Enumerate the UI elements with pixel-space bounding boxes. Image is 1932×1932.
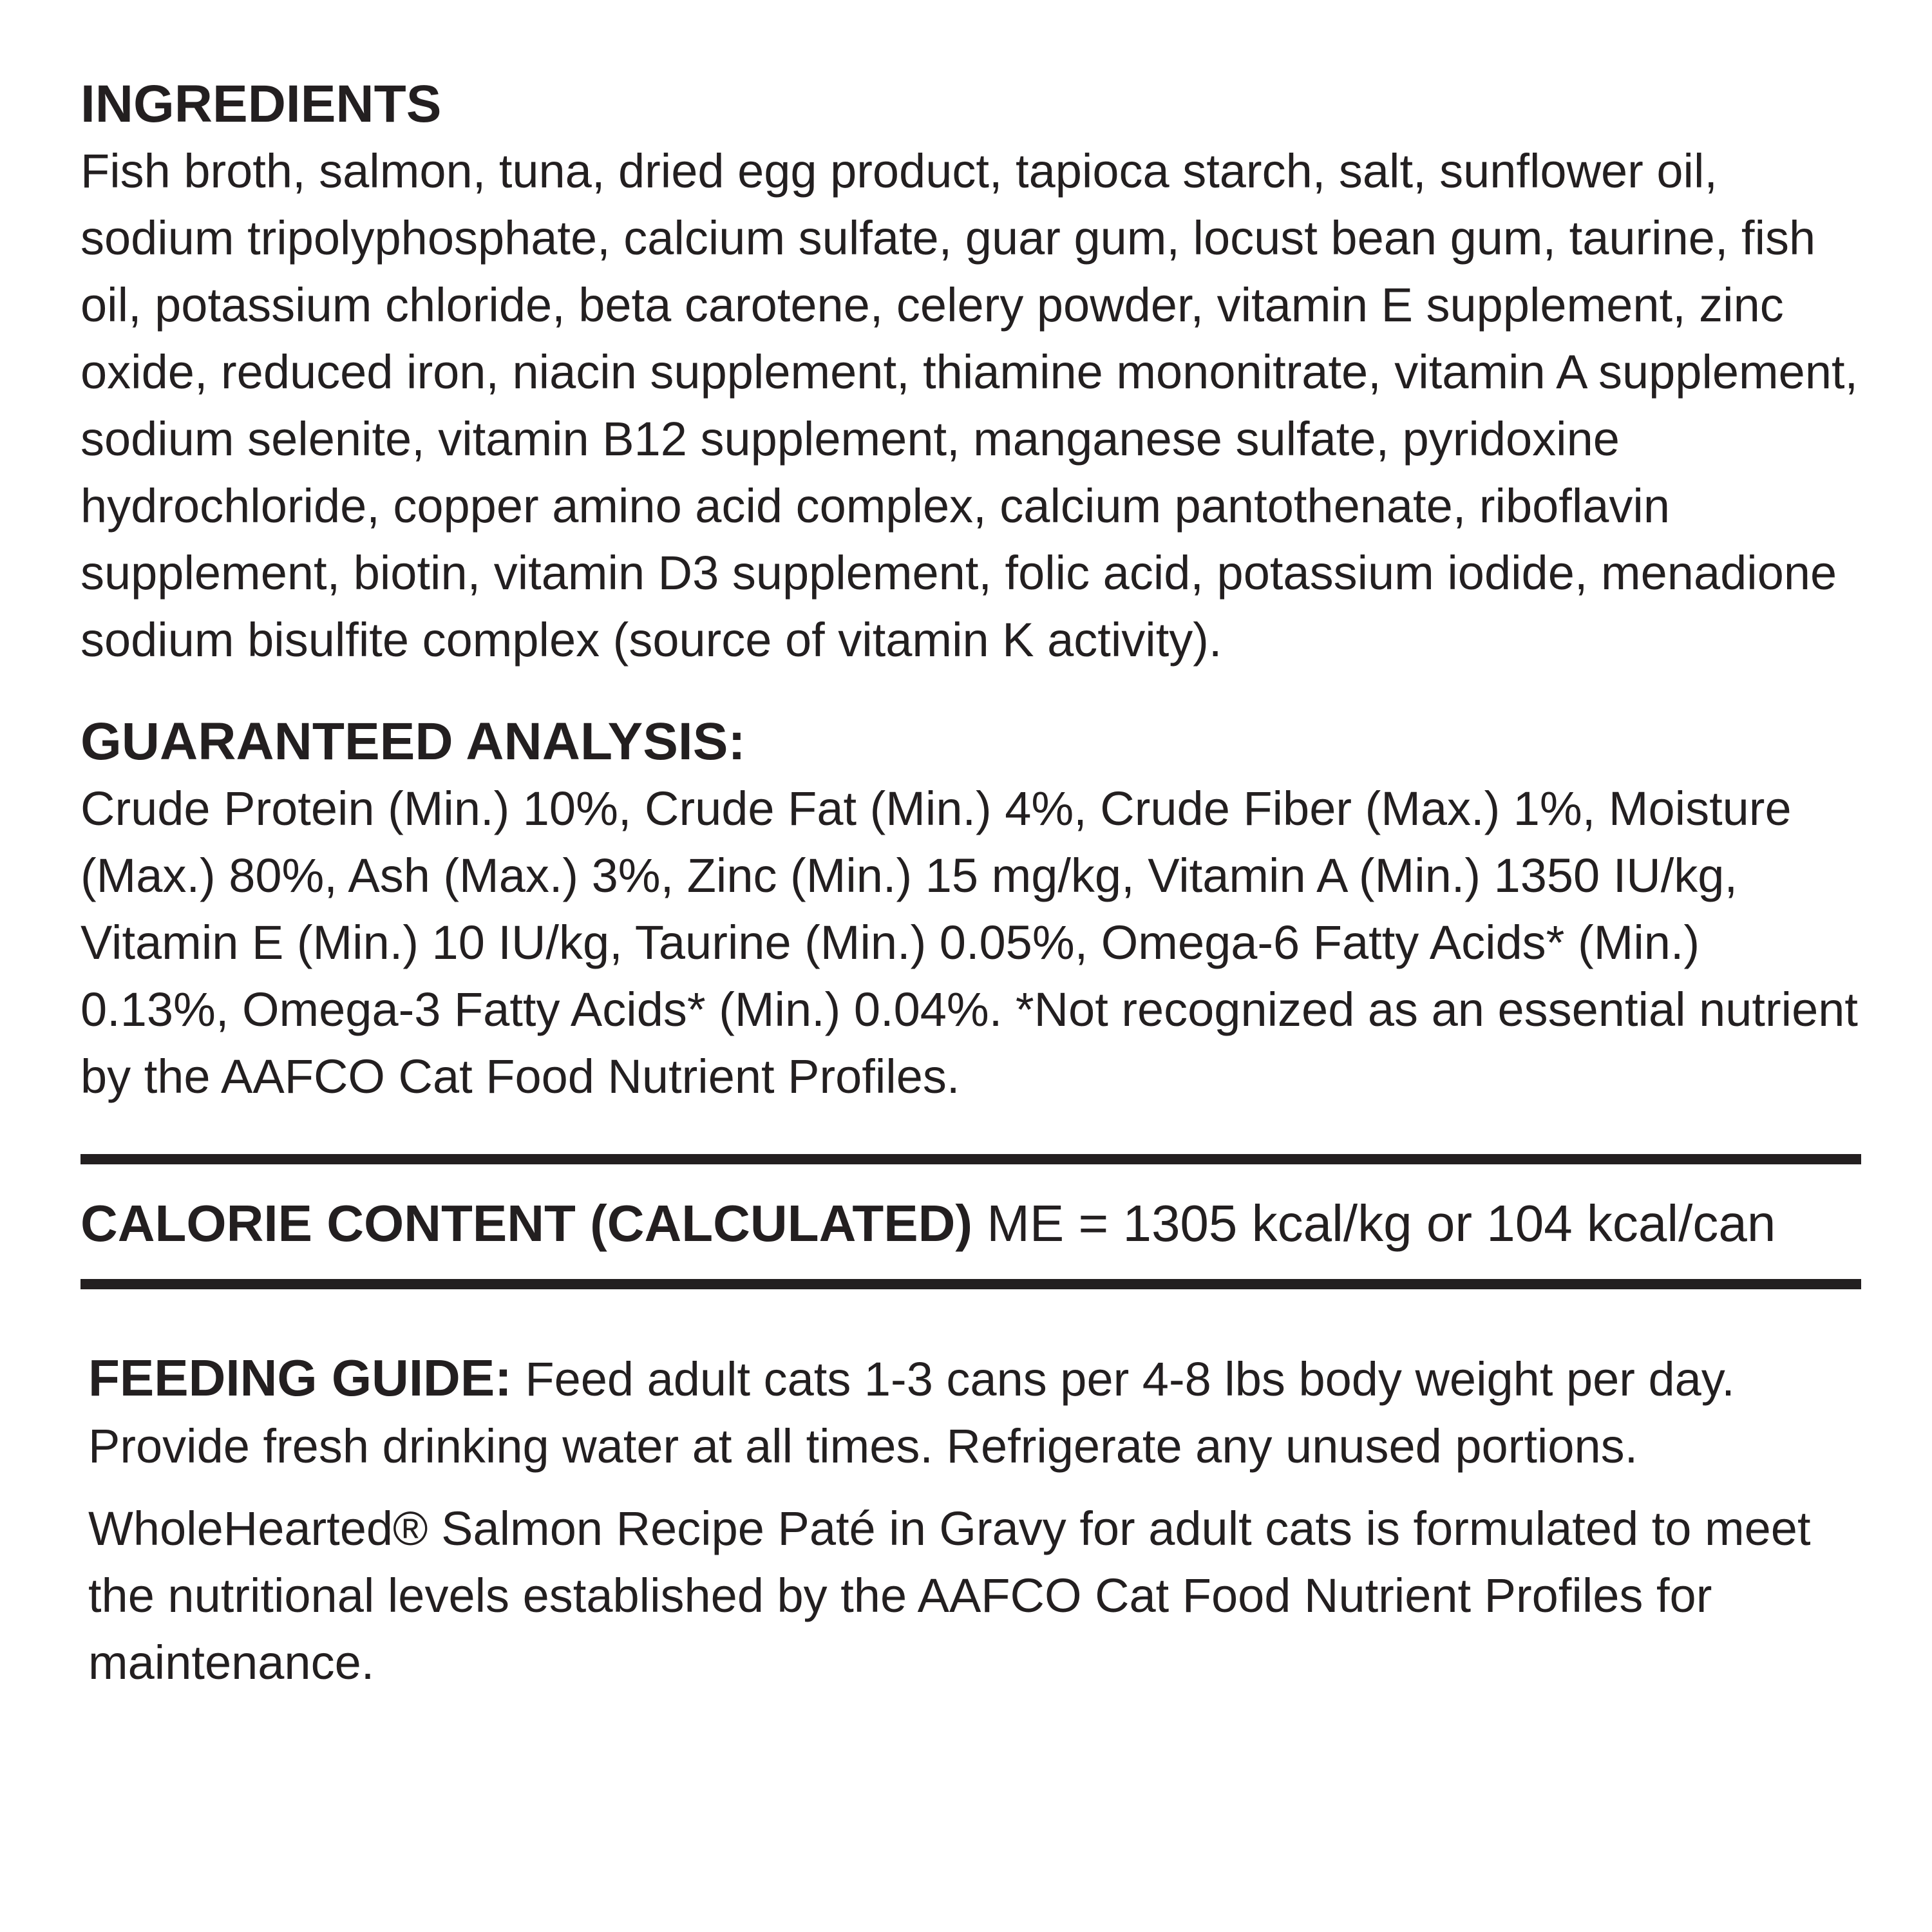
guaranteed-analysis-text: Crude Protein (Min.) 10%, Crude Fat (Min.) 4%, Crude Fiber (Max.) 1%, Moisture (Max.) 80%, Ash (Max.) 3%, Zinc (Min.) 15 mg/kg, Vitamin A (Min.) 1350 IU/kg, Vitamin E (Min.) 10 IU/kg, Taurine (Min.) 0.05%, Omega-6 Fatty Acids* (Min.) 0.13%, Omega-3 Fatty Acids* (Min.) 0.04%. *Not recognized as an essential nutrient by the AAFCO Cat Food Nutrient Profiles. — [80, 782, 1858, 1103]
guaranteed-analysis-section — [80, 708, 1861, 1110]
calorie-content-value: ME = 1305 kcal/kg or 104 kcal/can — [972, 1195, 1776, 1252]
nutrition-label — [80, 71, 1861, 1696]
calorie-content-label: CALORIE CONTENT (CALCULATED) — [80, 1195, 973, 1252]
divider-top — [80, 1154, 1861, 1164]
guaranteed-analysis-heading: GUARANTEED ANALYSIS: — [80, 712, 746, 771]
aafco-statement: WholeHearted® Salmon Recipe Paté in Gravy for adult cats is formulated to meet the nutritional levels established by the AAFCO Cat Food Nutrient Profiles for maintenance. — [88, 1502, 1811, 1689]
calorie-content — [80, 1164, 1861, 1279]
ingredients-heading: INGREDIENTS — [80, 75, 442, 133]
feeding-guide-text: Feed adult cats 1-3 cans per 4-8 lbs body weight per day. Provide fresh drinking water at all times. Refrigerate any unused portions. — [88, 1352, 1735, 1473]
feeding-guide-label: FEEDING GUIDE: — [88, 1349, 512, 1406]
ingredients-text: Fish broth, salmon, tuna, dried egg product, tapioca starch, salt, sunflower oil, sodium tripolyphosphate, calcium sulfate, guar gum, locust bean gum, taurine, fish oil, potassium chloride, beta carotene, celery powder, vitamin E supplement, zinc oxide, reduced iron, niacin supplement, thiamine mononitrate, vitamin A supplement, sodium selenite, vitamin B12 supplement, manganese sulfate, pyridoxine hydrochloride, copper amino acid complex, calcium pantothenate, riboflavin supplement, biotin, vitamin D3 supplement, folic acid, potassium iodide, menadione sodium bisulfite complex (source of vitamin K activity). — [80, 144, 1859, 667]
feeding-guide — [80, 1345, 1861, 1480]
ingredients-section — [80, 71, 1861, 674]
divider-bottom — [80, 1279, 1861, 1289]
